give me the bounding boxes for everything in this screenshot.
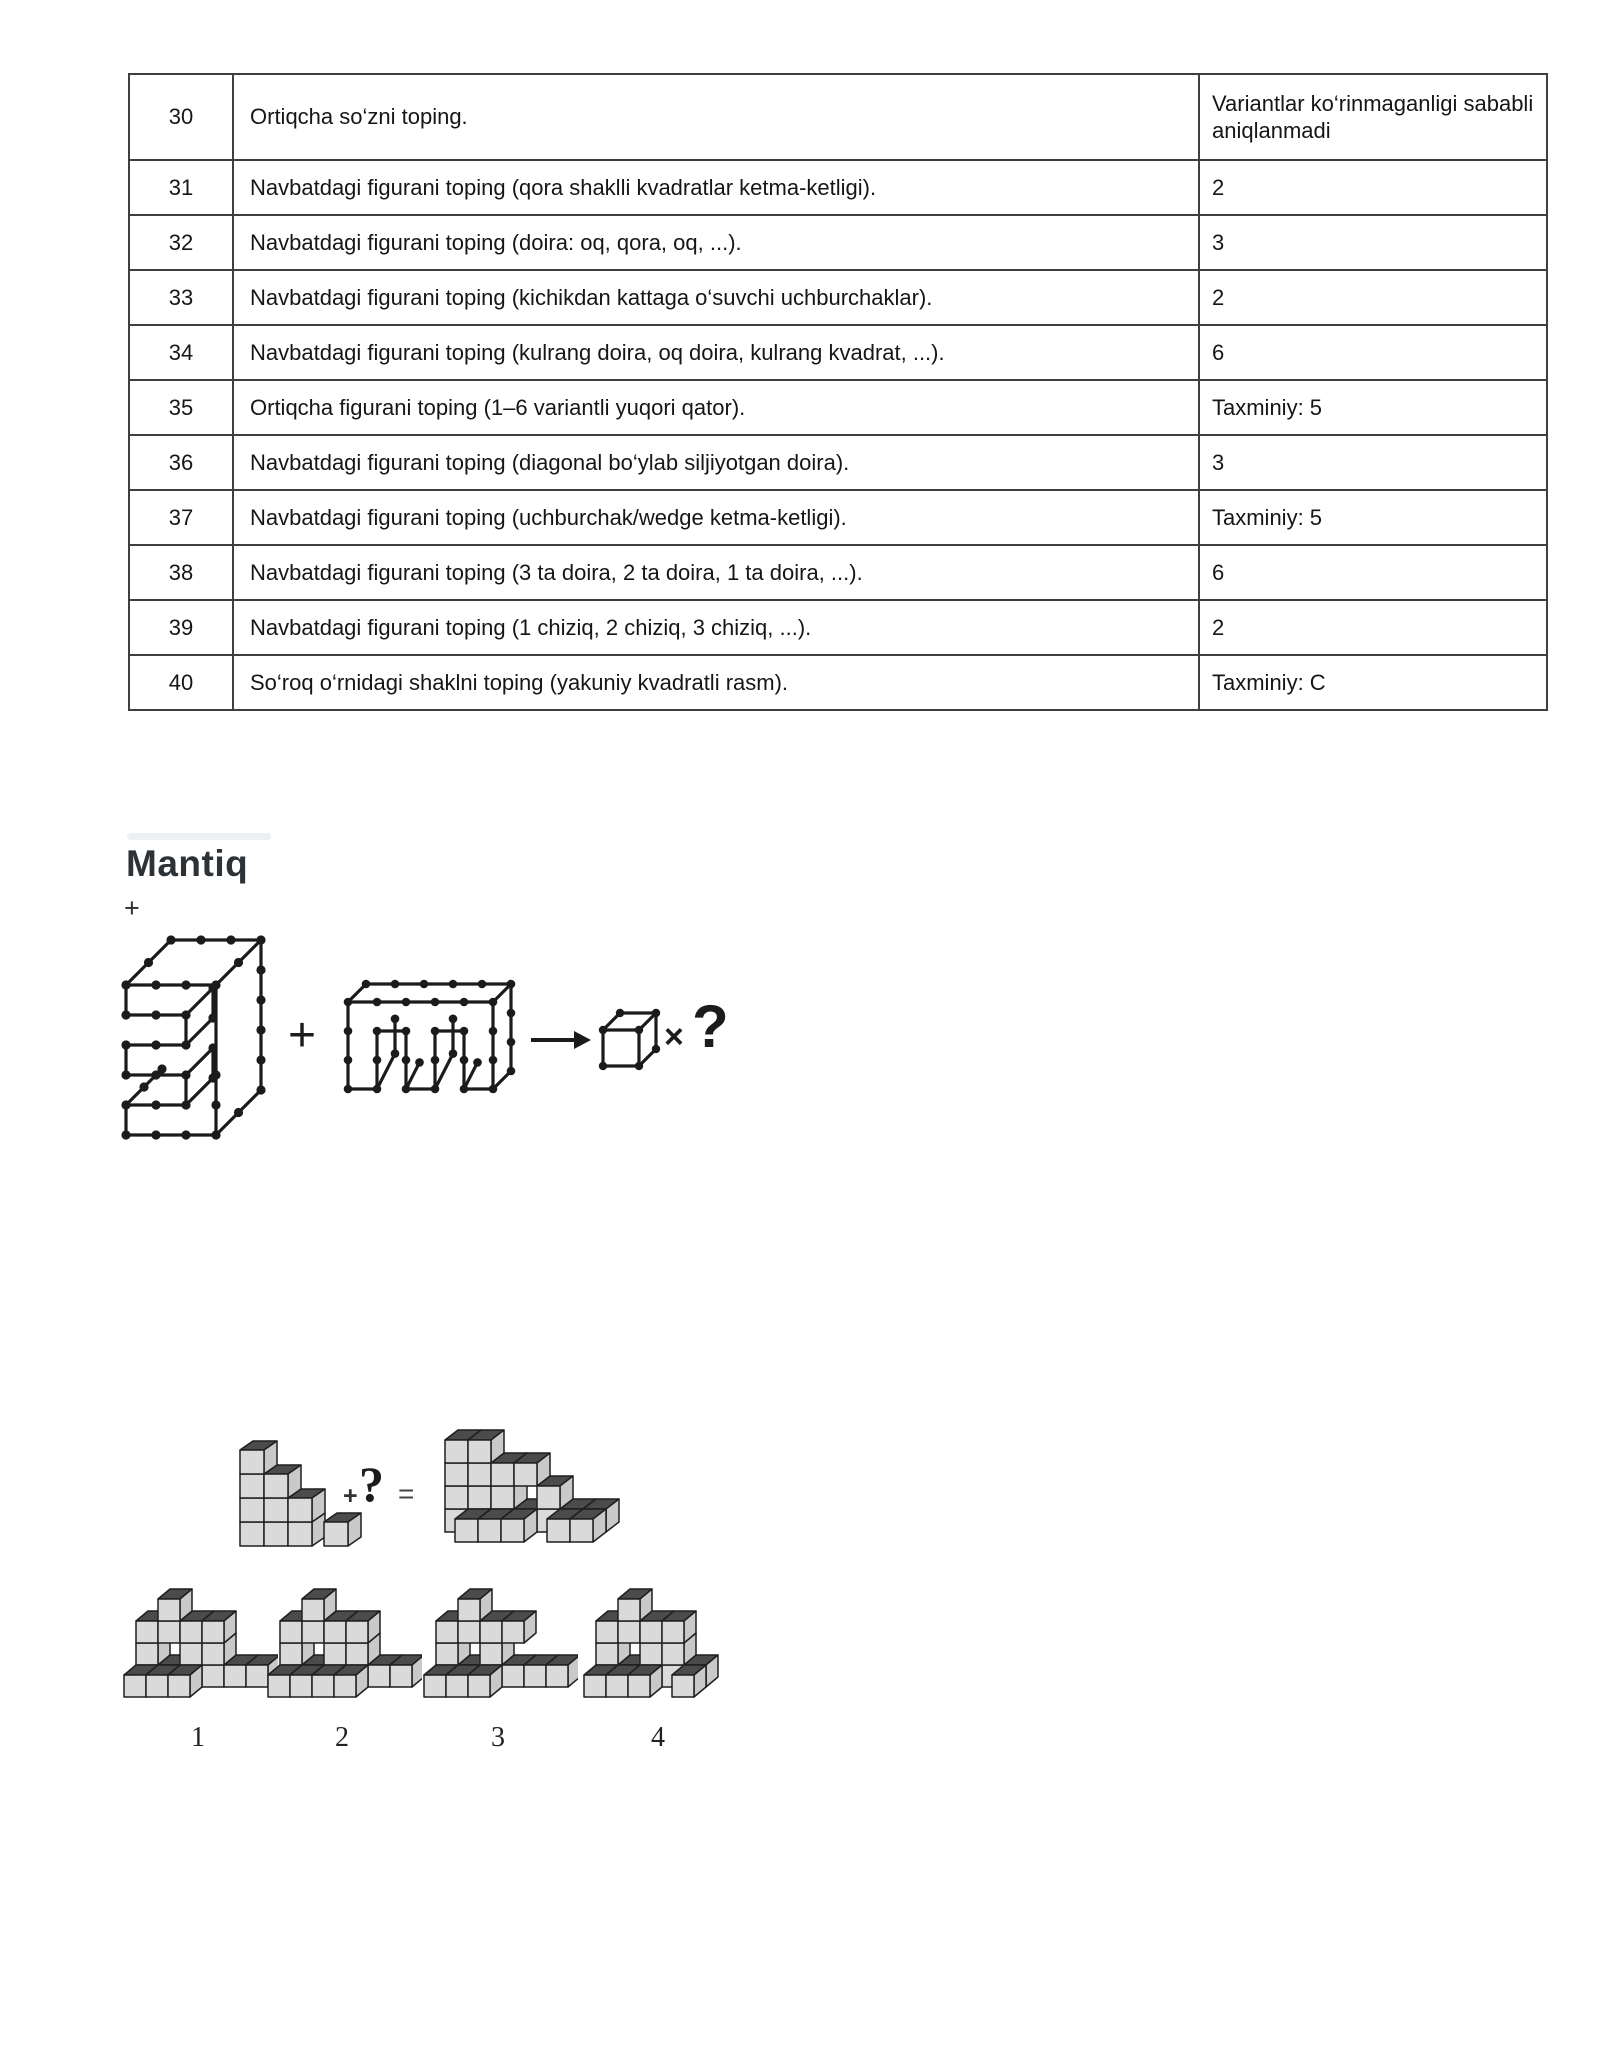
table-row [129, 490, 1547, 545]
table-row [129, 545, 1547, 600]
table-row [129, 325, 1547, 380]
cube-equals-operator: = [398, 1478, 415, 1509]
row-task: Navbatdagi figurani toping (kichikdan kattaga o‘suvchi uchburchaklar). [233, 270, 1199, 325]
cube-plus-operator: + [343, 1482, 358, 1510]
row-number: 32 [129, 215, 233, 270]
option-label-2: 2 [335, 1722, 349, 1753]
row-number: 33 [129, 270, 233, 325]
cube-question-mark: ? [359, 1456, 384, 1512]
table-row [129, 215, 1547, 270]
arrow-icon [528, 1028, 594, 1052]
row-answer: 2 [1199, 600, 1547, 655]
row-answer: 2 [1199, 270, 1547, 325]
row-number: 38 [129, 545, 233, 600]
table-row [129, 600, 1547, 655]
row-answer: 3 [1199, 435, 1547, 490]
row-task: Navbatdagi figurani toping (doira: oq, qora, oq, ...). [233, 215, 1199, 270]
section-title: Mantiq [126, 843, 249, 884]
row-number: 36 [129, 435, 233, 490]
row-task: Navbatdagi figurani toping (uchburchak/wedge ketma-ketligi). [233, 490, 1199, 545]
option-figure-3 [418, 1585, 578, 1720]
dot-figure-e-prism [116, 927, 291, 1155]
table-row [129, 160, 1547, 215]
option-figure-2 [262, 1585, 422, 1720]
row-answer: Variantlar ko‘rinmaganligi sababli aniqlanmadi [1199, 74, 1547, 160]
option-label-1: 1 [191, 1722, 205, 1753]
row-number: 40 [129, 655, 233, 710]
row-task: Navbatdagi figurani toping (3 ta doira, 2 ta doira, 1 ta doira, ...). [233, 545, 1199, 600]
question-mark: ? [692, 993, 729, 1060]
table-row [129, 435, 1547, 490]
option-label-3: 3 [491, 1722, 505, 1753]
row-task: Navbatdagi figurani toping (qora shaklli kvadratlar ketma-ketligi). [233, 160, 1199, 215]
option-figure-4 [578, 1585, 738, 1720]
row-task: Ortiqcha so‘zni toping. [233, 74, 1199, 160]
row-task: Navbatdagi figurani toping (1 chiziq, 2 chiziq, 3 chiziq, ...). [233, 600, 1199, 655]
times-operator: × [664, 1018, 684, 1056]
row-task: Ortiqcha figurani toping (1–6 variantli yuqori qator). [233, 380, 1199, 435]
table-row [129, 74, 1547, 160]
row-number: 31 [129, 160, 233, 215]
row-task: Navbatdagi figurani toping (kulrang doira, oq doira, kulrang kvadrat, ...). [233, 325, 1199, 380]
row-answer: Taxminiy: 5 [1199, 490, 1547, 545]
row-answer: 6 [1199, 545, 1547, 600]
table-row [129, 380, 1547, 435]
row-answer: 2 [1199, 160, 1547, 215]
plus-marker: + [124, 893, 140, 923]
cube-wireframe-icon [594, 998, 670, 1076]
option-label-4: 4 [651, 1722, 665, 1753]
row-answer: 3 [1199, 215, 1547, 270]
plus-operator: + [288, 1009, 317, 1062]
row-number: 30 [129, 74, 233, 160]
table-row [129, 270, 1547, 325]
row-answer: Taxminiy: 5 [1199, 380, 1547, 435]
quiz-table [128, 73, 1548, 711]
cube-result-figure [426, 1426, 626, 1581]
heading-rule [127, 833, 271, 840]
row-answer: Taxminiy: C [1199, 655, 1547, 710]
option-figure-1 [118, 1585, 278, 1720]
row-answer: 6 [1199, 325, 1547, 380]
row-number: 39 [129, 600, 233, 655]
row-number: 35 [129, 380, 233, 435]
row-number: 37 [129, 490, 233, 545]
row-task: Navbatdagi figurani toping (diagonal bo‘ylab siljiyotgan doira). [233, 435, 1199, 490]
row-number: 34 [129, 325, 233, 380]
table-row [129, 655, 1547, 710]
dot-figure-m-prism [340, 962, 540, 1104]
row-task: So‘roq o‘rnidagi shaklni toping (yakuniy kvadratli rasm). [233, 655, 1199, 710]
